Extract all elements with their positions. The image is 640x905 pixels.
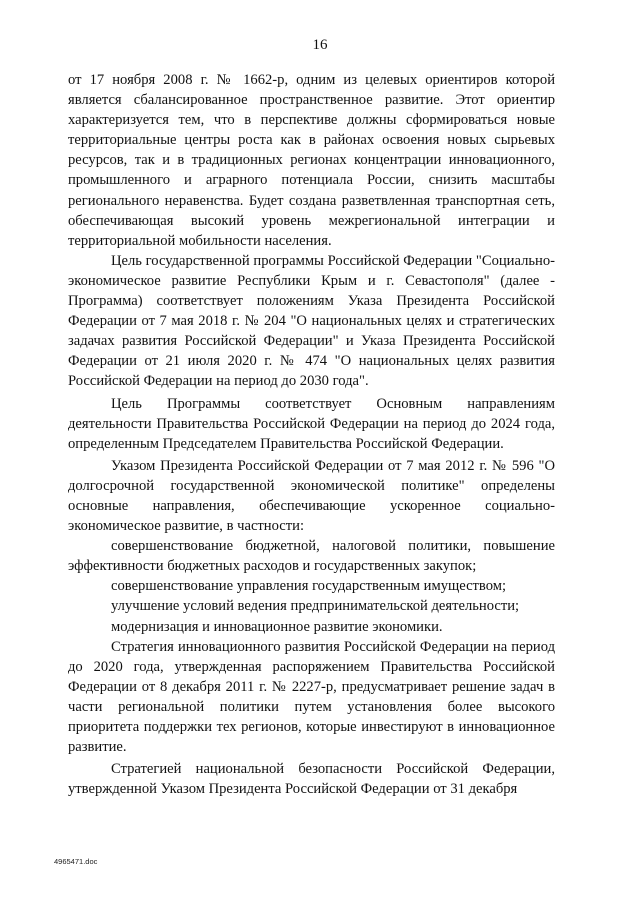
list-item: совершенствование управления государственным имуществом;: [111, 578, 507, 595]
page-number: 16: [312, 37, 328, 53]
list-item: совершенствование бюджетной, налоговой политики, повышение эффективности бюджетных расходов и государственных закупок;: [68, 538, 555, 575]
document-body: [68, 70, 555, 799]
list-item: модернизация и инновационное развитие экономики.: [111, 618, 443, 635]
footer-filename: 4965471.doc: [54, 857, 98, 866]
paragraph: Цель Программы соответствует Основным направлениям деятельности Правительства Российской Федерации на период до 2024 года, определенным Председателем Правительства Российской Федерации.: [68, 395, 555, 452]
paragraph: Стратегия инновационного развития Российской Федерации на период до 2020 года, утвержденная распоряжением Правительства Российской Федерации от 8 декабря 2011 г. № 2227-р, предусматривает решение задач в части региональной политики путем установления более высокого приоритета поддержки тех регионов, которые инвестируют в инновационное развитие.: [68, 638, 555, 756]
paragraph: Стратегией национальной безопасности Российской Федерации, утвержденной Указом Президента Российской Федерации от 31 декабря: [68, 761, 555, 798]
paragraph: от 17 ноября 2008 г. № 1662-р, одним из целевых ориентиров которой является сбалансированное пространственное развитие. Этот ориентир характеризуется тем, что в перспективе должны сформироваться новые территориальные центры роста как в районах освоения новых сырьевых ресурсов, так и в традиционных регионах концентрации инновационного, промышленного и аграрного потенциала России, снизить масштабы регионального неравенства. Будет создана разветвленная транспортная сеть, обеспечивающая высокий уровень межрегиональной интеграции и территориальной мобильности населения.: [68, 72, 555, 249]
paragraph: Цель государственной программы Российской Федерации "Социально-экономическое развитие Республики Крым и г. Севастополя" (далее - Программа) соответствует положениям Указа Президента Российской Федерации от 7 мая 2018 г. № 204 "О национальных целях и стратегических задачах развития Российской Федерации" и Указа Президента Российской Федерации от 21 июля 2020 г. № 474 "О национальных целях развития Российской Федерации на период до 2030 года".: [68, 252, 555, 390]
paragraph: Указом Президента Российской Федерации от 7 мая 2012 г. № 596 "О долгосрочной государственной экономической политике" определены основные направления, обеспечивающие ускоренное социально-экономическое развитие, в частности:: [68, 457, 555, 535]
list-item: улучшение условий ведения предпринимательской деятельности;: [111, 598, 520, 615]
